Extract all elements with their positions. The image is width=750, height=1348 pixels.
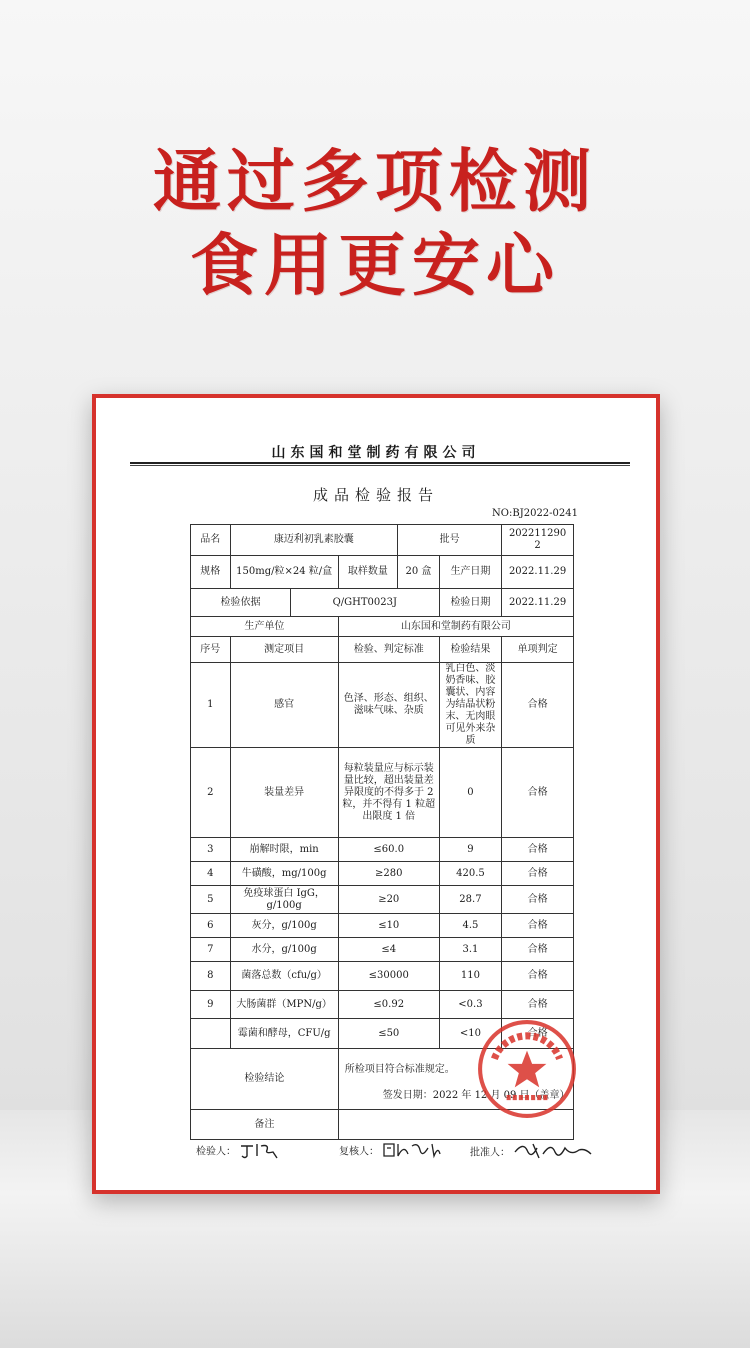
row-result: <0.3 <box>439 991 501 1019</box>
reviewer-signature <box>339 1140 442 1160</box>
row-result: 420.5 <box>439 862 501 886</box>
row-verdict: 合格 <box>502 962 574 991</box>
table-row <box>191 862 574 886</box>
row-standard: ≤50 <box>338 1019 439 1049</box>
inspection-report <box>96 398 656 1190</box>
handwritten-signature-icon <box>382 1140 442 1160</box>
inspector-signature <box>196 1140 281 1160</box>
table-row <box>191 914 574 938</box>
row-item: 水分，g/100g <box>230 938 338 962</box>
header-rule <box>130 462 630 464</box>
label-prod-date: 生产日期 <box>439 556 501 589</box>
row-result: 28.7 <box>439 886 501 914</box>
row-seq: 2 <box>191 748 231 838</box>
row-standard: ≤10 <box>338 914 439 938</box>
row-item: 崩解时限，min <box>230 838 338 862</box>
issue-date: 签发日期：2022 年 12 月 09 日（盖章） <box>382 1090 570 1101</box>
reviewer-label: 复核人： <box>339 1146 379 1158</box>
table-row <box>191 748 574 838</box>
table-row <box>191 663 574 748</box>
conclusion-text: 所检项目符合标准规定。 <box>344 1064 455 1075</box>
label-spec: 规格 <box>191 556 231 589</box>
approver-label: 批准人： <box>470 1147 510 1159</box>
row-standard: ≤30000 <box>338 962 439 991</box>
value-spec: 150mg/粒×24 粒/盒 <box>230 556 338 589</box>
headline-line2: 食用更安心 <box>189 227 560 306</box>
table-row <box>191 886 574 914</box>
value-prod-date: 2022.11.29 <box>502 556 574 589</box>
row-item: 感官 <box>230 663 338 748</box>
value-producer: 山东国和堂制药有限公司 <box>338 617 573 637</box>
row-verdict: 合格 <box>502 938 574 962</box>
value-test-date: 2022.11.29 <box>502 589 574 617</box>
row-seq: 3 <box>191 838 231 862</box>
row-verdict: 合格 <box>502 748 574 838</box>
header-seq: 序号 <box>191 637 231 663</box>
batch-line2: 2 <box>534 540 541 551</box>
label-batch: 批号 <box>398 525 502 556</box>
row-standard: ≤4 <box>338 938 439 962</box>
row-seq: 1 <box>191 663 231 748</box>
label-conclusion: 检验结论 <box>191 1049 339 1110</box>
row-verdict: 合格 <box>502 838 574 862</box>
row-result: 乳白色、淡奶香味、胶囊状、内容为结晶状粉末、无肉眼可见外来杂质 <box>439 663 501 748</box>
header-item: 测定项目 <box>230 637 338 663</box>
label-sample-qty: 取样数量 <box>338 556 397 589</box>
row-verdict: 合格 <box>502 991 574 1019</box>
row-item: 牛磺酸，mg/100g <box>230 862 338 886</box>
table-row <box>191 617 574 637</box>
row-standard: ≤60.0 <box>338 838 439 862</box>
row-standard: ≤0.92 <box>338 991 439 1019</box>
label-producer: 生产单位 <box>191 617 339 637</box>
table-row <box>191 589 574 617</box>
handwritten-signature-icon <box>513 1140 593 1162</box>
official-seal-icon <box>476 1018 578 1120</box>
table-row <box>191 525 574 556</box>
value-product-name: 康迈利初乳素胶囊 <box>230 525 398 556</box>
handwritten-signature-icon <box>239 1140 281 1160</box>
row-standard: 每粒装量应与标示装量比较，超出装量差异限度的不得多于 2 粒，并不得有 1 粒超出限度 1 倍 <box>338 748 439 838</box>
report-number: NO:BJ2022-0241 <box>492 508 578 519</box>
row-seq <box>191 1019 231 1049</box>
header-result: 检验结果 <box>439 637 501 663</box>
value-batch <box>502 525 574 556</box>
batch-line1: 202211290 <box>508 528 567 539</box>
row-verdict: 合格 <box>502 1019 574 1049</box>
value-basis: Q/GHT0023J <box>290 589 439 617</box>
label-product-name: 品名 <box>191 525 231 556</box>
row-result: 3.1 <box>439 938 501 962</box>
row-result: 4.5 <box>439 914 501 938</box>
header-verdict: 单项判定 <box>502 637 574 663</box>
table-row <box>191 991 574 1019</box>
header-rule-thin <box>130 465 630 466</box>
row-standard: ≥20 <box>338 886 439 914</box>
row-item: 免疫球蛋白 IgG，g/100g <box>230 886 338 914</box>
row-item: 装量差异 <box>230 748 338 838</box>
header-standard: 检验、判定标准 <box>338 637 439 663</box>
row-seq: 8 <box>191 962 231 991</box>
row-verdict: 合格 <box>502 914 574 938</box>
row-result: 9 <box>439 838 501 862</box>
row-result: 110 <box>439 962 501 991</box>
row-standard: ≥280 <box>338 862 439 886</box>
table-header-row <box>191 637 574 663</box>
row-item: 大肠菌群（MPN/g） <box>230 991 338 1019</box>
table-row <box>191 556 574 589</box>
row-item: 霉菌和酵母，CFU/g <box>230 1019 338 1049</box>
headline-line1: 通过多项检测 <box>152 143 597 222</box>
row-seq: 4 <box>191 862 231 886</box>
row-standard: 色泽、形态、组织、滋味气味、杂质 <box>338 663 439 748</box>
row-result: <10 <box>439 1019 501 1049</box>
report-title: 成品检验报告 <box>312 486 439 504</box>
table-row <box>191 962 574 991</box>
row-seq: 6 <box>191 914 231 938</box>
approver-signature <box>470 1140 593 1162</box>
table-row <box>191 838 574 862</box>
value-sample-qty: 20 盒 <box>398 556 440 589</box>
label-remark: 备注 <box>191 1110 339 1140</box>
label-basis: 检验依据 <box>191 589 291 617</box>
row-seq: 5 <box>191 886 231 914</box>
row-verdict: 合格 <box>502 862 574 886</box>
row-result: 0 <box>439 748 501 838</box>
row-item: 灰分，g/100g <box>230 914 338 938</box>
certificate-frame <box>92 394 660 1194</box>
label-test-date: 检验日期 <box>439 589 501 617</box>
row-seq: 9 <box>191 991 231 1019</box>
row-verdict: 合格 <box>502 886 574 914</box>
row-item: 菌落总数（cfu/g） <box>230 962 338 991</box>
row-seq: 7 <box>191 938 231 962</box>
inspector-label: 检验人： <box>196 1146 236 1158</box>
report-company: 山东国和堂制药有限公司 <box>271 445 481 461</box>
table-row <box>191 938 574 962</box>
row-verdict: 合格 <box>502 663 574 748</box>
